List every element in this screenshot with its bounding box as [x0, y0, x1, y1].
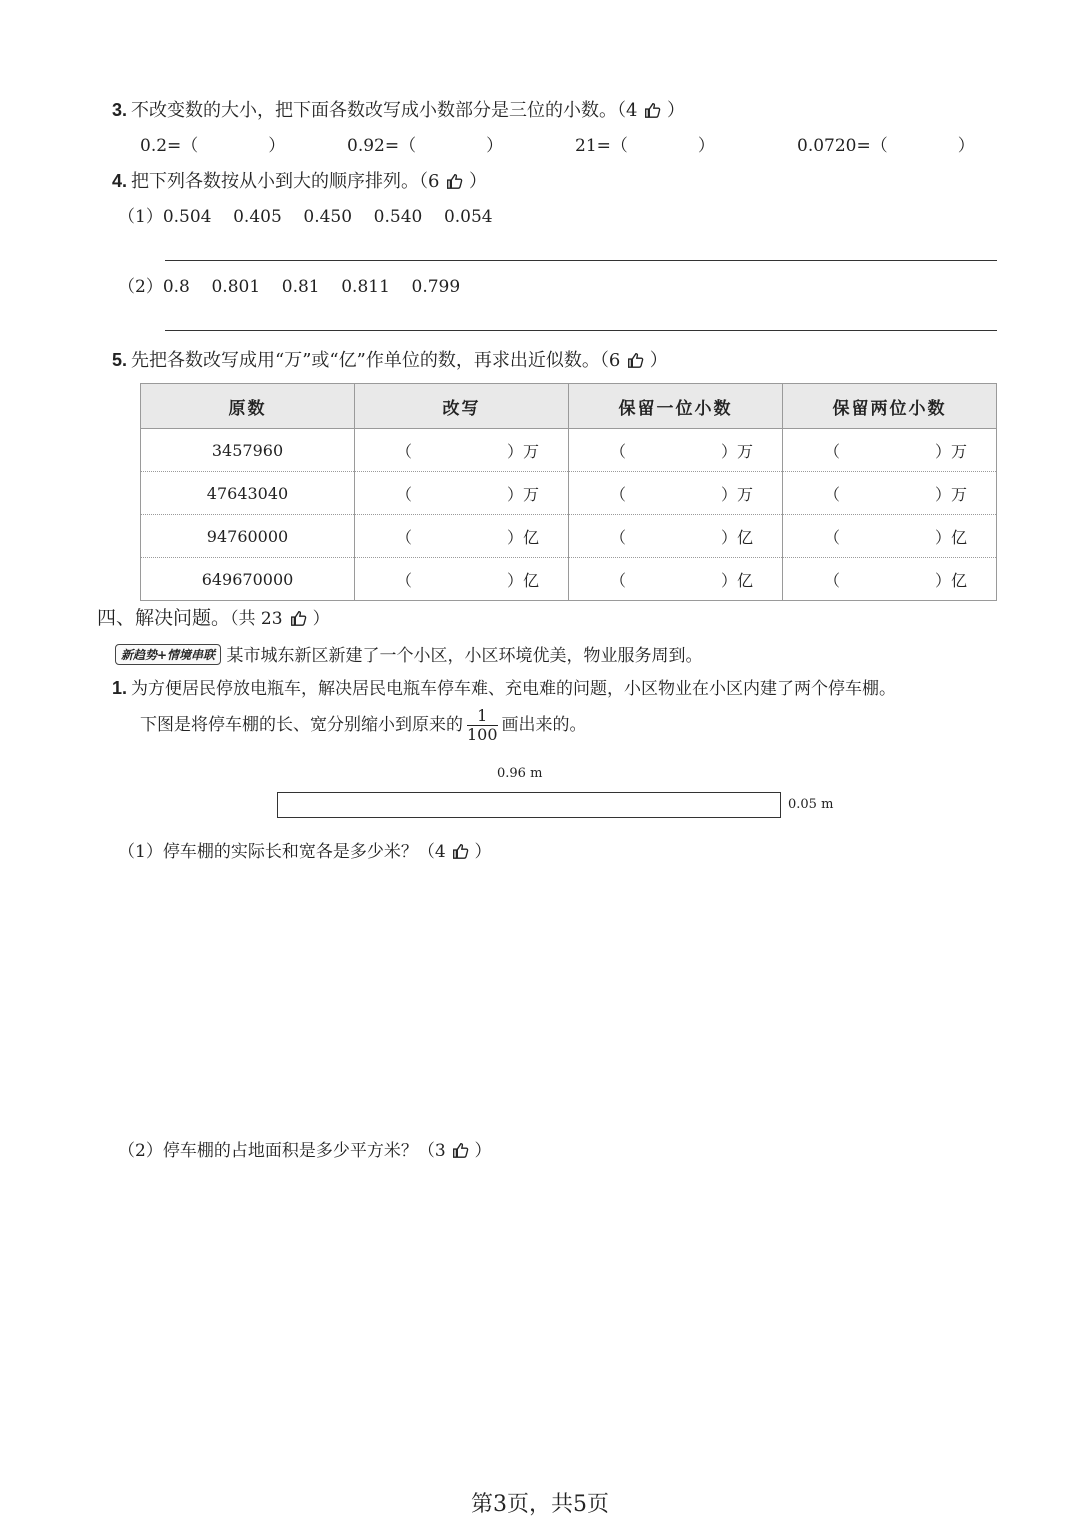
answer-line-1[interactable] — [165, 260, 997, 261]
p1-line1 — [112, 674, 896, 699]
header-original: 原数 — [141, 384, 355, 429]
section-4-title: 四、解决问题。 — [97, 607, 231, 629]
q3-item-4: 0.0720=（ ） — [797, 136, 975, 156]
p1-sub1: （1）停车棚的实际长和宽各是多少米？（4 ） — [118, 842, 492, 862]
q4-sub1-values: 0.504 0.405 0.450 0.540 0.054 — [162, 207, 493, 227]
fraction-one-hundredth: $\frac{1}{100}$ — [467, 706, 498, 744]
answer-cell[interactable]: （ ）亿 — [783, 558, 997, 601]
q4-title: 4. 把下列各数按从小到大的顺序排列。（6 ） — [112, 171, 487, 192]
answer-area-2[interactable] — [118, 1170, 998, 1450]
q5-number: 5. — [112, 350, 128, 370]
answer-cell[interactable]: （ ）万 — [783, 472, 997, 515]
original-number: 47643040 — [141, 472, 355, 515]
page-footer: 第3页，共5页 — [471, 1492, 609, 1517]
answer-cell[interactable]: （ ）亿 — [355, 558, 569, 601]
answer-cell[interactable]: （ ）万 — [783, 429, 997, 472]
thumbs-up-icon — [626, 351, 644, 369]
thumbs-up-icon — [451, 1141, 469, 1159]
q3-number: 3. — [112, 100, 128, 120]
thumbs-up-icon — [445, 172, 463, 190]
header-two-decimal: 保留两位小数 — [783, 384, 997, 429]
answer-cell[interactable]: （ ）亿 — [783, 515, 997, 558]
p1-line2: 下图是将停车棚的长、宽分别缩小到原来的 $\frac{1}{100}$ 画出来的。 — [140, 706, 587, 744]
conversion-table — [140, 383, 997, 601]
p1-number: 1. — [112, 678, 128, 698]
table-row — [141, 472, 997, 515]
answer-cell[interactable]: （ ）万 — [569, 472, 783, 515]
q3-item-2: 0.92=（ ） — [347, 136, 504, 156]
original-number: 649670000 — [141, 558, 355, 601]
answer-cell[interactable]: （ ）万 — [355, 429, 569, 472]
thumbs-up-icon — [289, 609, 307, 627]
answer-line-2[interactable] — [165, 330, 997, 331]
section-4-intro — [115, 641, 702, 666]
answer-cell[interactable]: （ ）亿 — [569, 558, 783, 601]
q5-title: 5. 先把各数改写成用“万”或“亿”作单位的数，再求出近似数。（6 ） — [112, 350, 668, 371]
header-rewrite: 改写 — [355, 384, 569, 429]
q3-item-1: 0.2=（ ） — [140, 136, 286, 156]
p1-sub2: （2）停车棚的占地面积是多少平方米？（3 ） — [118, 1141, 492, 1161]
q4-sub1: （1）0.504 0.405 0.450 0.540 0.054 — [118, 207, 493, 227]
section-4-heading: 四、解决问题。（共 23 ） — [97, 607, 330, 629]
q3-text: 不改变数的大小，把下面各数改写成小数部分是三位的小数。（4 — [131, 100, 638, 121]
table-header-row — [141, 384, 997, 429]
original-number: 3457960 — [141, 429, 355, 472]
intro-text: 某市城东新区新建了一个小区，小区环境优美，物业服务周到。 — [226, 646, 703, 666]
q4-sub2-values: 0.8 0.801 0.81 0.811 0.799 — [162, 277, 461, 297]
carport-diagram — [277, 792, 781, 818]
original-number: 94760000 — [141, 515, 355, 558]
p1-text: 为方便居民停放电瓶车，解决居民电瓶车停车难、充电难的问题，小区物业在小区内建了两个停车棚。 — [131, 679, 897, 699]
answer-cell[interactable]: （ ）万 — [569, 429, 783, 472]
q3-title: 3. 不改变数的大小，把下面各数改写成小数部分是三位的小数。（4 ） — [112, 100, 685, 121]
table-row — [141, 558, 997, 601]
header-one-decimal: 保留一位小数 — [569, 384, 783, 429]
width-label: 0.05 m — [788, 797, 834, 812]
answer-area-1[interactable] — [118, 870, 998, 1120]
thumbs-up-icon — [451, 842, 469, 860]
q4-number: 4. — [112, 171, 128, 191]
trend-badge: 新趋势+情境串联 — [115, 644, 221, 665]
thumbs-up-icon — [643, 101, 661, 119]
answer-cell[interactable]: （ ）万 — [355, 472, 569, 515]
q3-item-3: 21=（ ） — [575, 136, 715, 156]
table-row — [141, 429, 997, 472]
table-row — [141, 515, 997, 558]
length-label: 0.96 m — [497, 766, 543, 781]
q5-text: 先把各数改写成用“万”或“亿”作单位的数，再求出近似数。（6 — [131, 350, 621, 371]
answer-cell[interactable]: （ ）亿 — [569, 515, 783, 558]
answer-cell[interactable]: （ ）亿 — [355, 515, 569, 558]
q4-text: 把下列各数按从小到大的顺序排列。（6 — [131, 171, 440, 192]
q4-sub2: （2）0.8 0.801 0.81 0.811 0.799 — [118, 277, 461, 297]
